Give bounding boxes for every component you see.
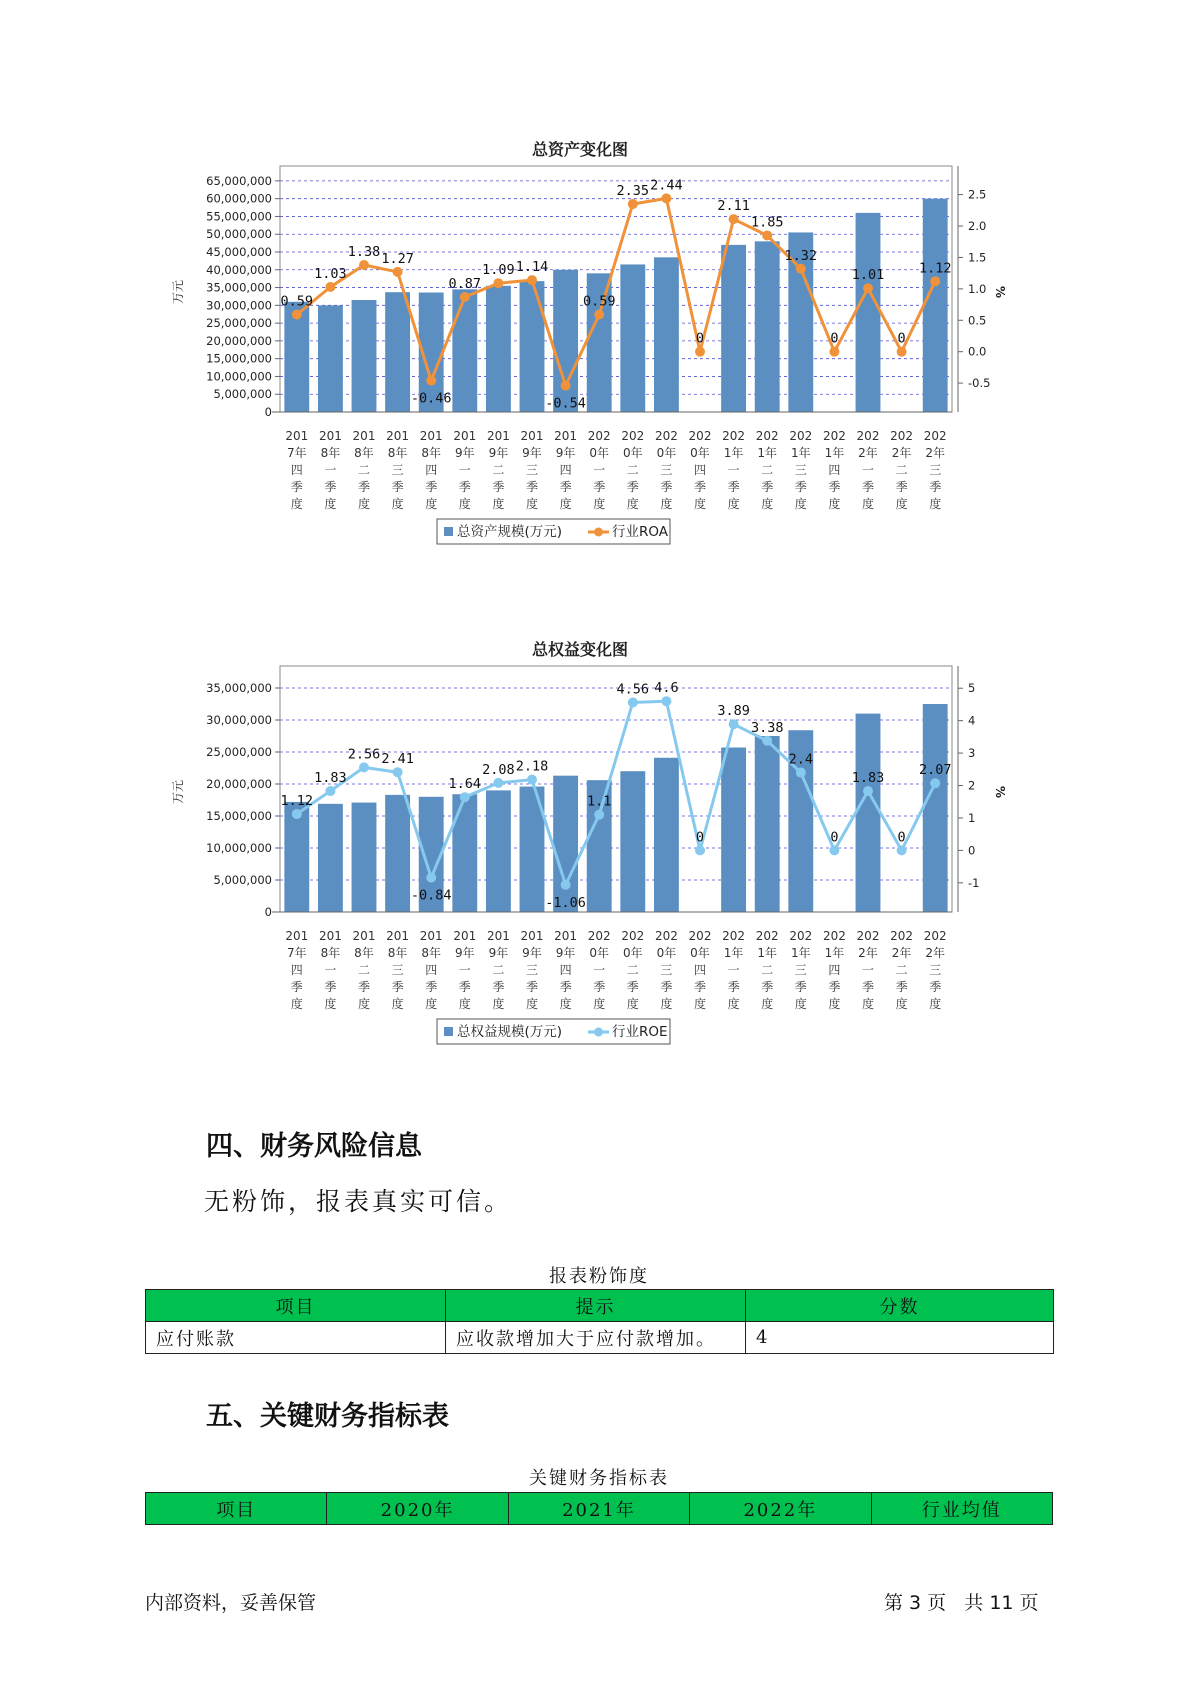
legend-bar-swatch <box>444 527 453 536</box>
line-point <box>325 282 335 292</box>
bar <box>553 776 578 912</box>
data-label: 2.07 <box>918 762 952 779</box>
right-tick-label: 1.0 <box>968 281 987 296</box>
left-tick-label: 30,000,000 <box>206 713 272 727</box>
total-equity-chart <box>160 630 1007 1090</box>
right-tick-label: 0 <box>968 843 976 858</box>
bar <box>352 803 377 912</box>
x-tick-label: 202 1年四季度 <box>822 429 846 511</box>
header-cell: 行业均值 <box>871 1493 1052 1525</box>
x-tick-label: 201 9年三季度 <box>520 429 544 511</box>
right-tick-label: 0.5 <box>968 313 987 328</box>
section-heading-key-indicators: 五、关键财务指标表 <box>206 1401 449 1432</box>
table-caption-key-indicators: 关键财务指标表 <box>529 1468 669 1489</box>
bar <box>755 241 780 412</box>
left-tick-label: 15,000,000 <box>206 351 272 366</box>
x-tick-label: 202 1年一季度 <box>722 429 746 511</box>
table-header-row <box>146 1290 1054 1322</box>
section-heading-financial-risk: 四、财务风险信息 <box>206 1131 422 1162</box>
left-tick-label: 55,000,000 <box>206 209 272 224</box>
x-tick-label: 202 2年三季度 <box>923 929 947 1011</box>
data-label: 0 <box>897 330 906 347</box>
legend-line-marker <box>594 528 603 537</box>
window-dressing-table <box>145 1289 1054 1354</box>
right-tick-label: -1 <box>968 875 980 890</box>
left-tick-label: 65,000,000 <box>206 173 272 188</box>
financial-risk-text: 无粉饰，报表真实可信。 <box>204 1187 513 1216</box>
x-tick-label: 202 0年一季度 <box>587 929 611 1011</box>
x-tick-label: 201 8年三季度 <box>386 929 410 1011</box>
left-tick-label: 0 <box>264 905 272 919</box>
line-point <box>829 347 839 357</box>
left-tick-label: 20,000,000 <box>206 333 272 348</box>
left-tick-label: 35,000,000 <box>206 681 272 695</box>
bar <box>352 300 377 412</box>
data-label: 0 <box>897 829 906 846</box>
left-tick-label: 50,000,000 <box>206 227 272 242</box>
data-label: 2.08 <box>482 761 515 778</box>
left-tick-label: 10,000,000 <box>206 369 272 384</box>
bar <box>452 289 477 412</box>
line-point <box>561 880 571 890</box>
line-point <box>695 845 705 855</box>
table-cell: 应收款增加大于应付款增加。 <box>446 1322 746 1354</box>
line-point <box>359 260 369 270</box>
legend-bar-label: 总权益规模(万元) <box>457 1024 563 1040</box>
line-point <box>729 214 739 224</box>
bar <box>620 264 645 412</box>
right-tick-label: 3 <box>968 746 976 761</box>
left-tick-label: 15,000,000 <box>206 809 272 823</box>
right-tick-label: 2.5 <box>968 187 987 202</box>
x-tick-label: 202 2年一季度 <box>856 929 880 1011</box>
footer-page-number: 第 3 页 共 11 页 <box>884 1592 1039 1614</box>
bar <box>486 286 511 412</box>
data-label: 4.6 <box>654 680 679 697</box>
data-label: -0.54 <box>545 395 586 412</box>
right-tick-label: 1 <box>968 810 976 825</box>
left-tick-label: 20,000,000 <box>206 777 272 791</box>
line-point <box>897 845 907 855</box>
header-cell: 提示 <box>446 1290 746 1322</box>
line-point <box>829 845 839 855</box>
line-point <box>762 736 772 746</box>
x-tick-label: 201 9年四季度 <box>554 429 578 511</box>
x-tick-label: 202 0年二季度 <box>621 429 645 511</box>
line-point <box>729 719 739 729</box>
x-tick-label: 202 0年四季度 <box>688 929 712 1011</box>
data-label: 3.89 <box>717 703 750 720</box>
line-point <box>493 278 503 288</box>
line-point <box>359 762 369 772</box>
line-point <box>527 275 537 285</box>
data-label: 0 <box>695 330 705 347</box>
data-label: 4.56 <box>616 681 650 698</box>
key-indicators-table <box>145 1492 1053 1525</box>
x-tick-label: 202 2年一季度 <box>856 429 880 511</box>
line-point <box>628 697 638 707</box>
left-tick-label: 30,000,000 <box>206 298 272 313</box>
line-point <box>527 775 537 785</box>
line-point <box>426 873 436 883</box>
data-label: -1.06 <box>545 894 586 911</box>
left-tick-label: 5,000,000 <box>213 873 272 887</box>
bar <box>923 704 948 912</box>
right-tick-label: 1.5 <box>968 250 987 265</box>
right-axis-label: % <box>993 285 1007 299</box>
data-label: 1.27 <box>381 250 414 267</box>
data-label: 1.1 <box>587 793 612 810</box>
bar <box>755 736 780 912</box>
x-tick-label: 202 1年四季度 <box>822 929 846 1011</box>
x-tick-label: 201 8年二季度 <box>352 929 376 1011</box>
bar <box>923 199 948 412</box>
total-assets-chart <box>160 130 1007 590</box>
right-tick-label: 0.0 <box>968 344 987 359</box>
x-tick-label: 201 8年四季度 <box>419 929 443 1011</box>
right-tick-label: 4 <box>968 713 976 728</box>
data-label: 1.85 <box>750 214 784 231</box>
left-tick-label: 60,000,000 <box>206 191 272 206</box>
data-label: 2.4 <box>788 751 813 768</box>
left-tick-label: 25,000,000 <box>206 745 272 759</box>
chart-title: 总资产变化图 <box>531 140 629 159</box>
data-label: 1.12 <box>918 260 952 277</box>
data-label: 0 <box>830 829 839 846</box>
data-label: 1.12 <box>280 793 314 810</box>
line-point <box>628 199 638 209</box>
x-tick-label: 201 8年四季度 <box>419 429 443 511</box>
line-point <box>930 778 940 788</box>
bar <box>318 305 343 412</box>
legend-line-marker <box>594 1028 603 1037</box>
line-point <box>561 381 571 391</box>
bar <box>486 790 511 912</box>
left-tick-label: 40,000,000 <box>206 262 272 277</box>
line-point <box>796 264 806 274</box>
data-label: 1.83 <box>851 770 885 787</box>
x-tick-label: 202 2年二季度 <box>890 929 914 1011</box>
x-tick-label: 201 7年四季度 <box>285 429 309 511</box>
data-label: 1.83 <box>314 770 347 787</box>
x-tick-label: 201 8年一季度 <box>318 429 342 511</box>
data-label: 1.14 <box>515 259 549 276</box>
table-cell: 应付账款 <box>146 1322 446 1354</box>
left-tick-label: 45,000,000 <box>206 245 272 259</box>
left-tick-label: 5,000,000 <box>213 387 272 402</box>
x-tick-label: 202 0年三季度 <box>654 429 678 511</box>
x-tick-label: 202 0年二季度 <box>621 929 645 1011</box>
data-label: 2.18 <box>515 758 549 775</box>
x-tick-label: 201 7年四季度 <box>285 929 309 1011</box>
footer-confidential-note: 内部资料，妥善保管 <box>145 1592 317 1614</box>
right-axis-label: % <box>993 785 1007 799</box>
data-label: 1.03 <box>314 265 347 282</box>
data-label: 0.87 <box>448 276 482 293</box>
bar <box>452 794 477 912</box>
x-tick-label: 201 8年二季度 <box>352 429 376 511</box>
data-label: 2.35 <box>616 183 650 200</box>
data-label: 3.38 <box>750 719 784 736</box>
line-point <box>393 267 403 277</box>
data-label: 1.38 <box>347 243 381 260</box>
bar <box>385 292 410 412</box>
bar <box>654 758 679 912</box>
right-tick-label: -0.5 <box>968 376 991 391</box>
data-label: 1.01 <box>851 267 885 284</box>
bar <box>318 804 343 912</box>
data-label: 1.32 <box>784 247 818 264</box>
line-point <box>897 347 907 357</box>
left-tick-label: 25,000,000 <box>206 316 272 331</box>
line-point <box>863 283 873 293</box>
x-tick-label: 201 8年一季度 <box>318 929 342 1011</box>
plot-frame <box>280 666 952 912</box>
x-tick-label: 201 8年三季度 <box>386 429 410 511</box>
data-label: -0.84 <box>410 887 452 904</box>
legend-bar-swatch <box>444 1027 453 1036</box>
x-tick-label: 201 9年一季度 <box>453 929 477 1011</box>
x-tick-label: 201 9年一季度 <box>453 429 477 511</box>
line-point <box>930 276 940 286</box>
table-row <box>146 1322 1054 1354</box>
header-cell: 项目 <box>146 1290 446 1322</box>
x-tick-label: 202 2年三季度 <box>923 429 947 511</box>
bar <box>856 213 881 412</box>
left-tick-label: 35,000,000 <box>206 280 272 295</box>
x-tick-label: 202 2年二季度 <box>890 429 914 511</box>
x-tick-label: 202 0年一季度 <box>587 429 611 511</box>
legend-bar-label: 总资产规模(万元) <box>457 524 563 540</box>
line-point <box>325 786 335 796</box>
header-cell: 2021年 <box>508 1493 689 1525</box>
line-point <box>796 768 806 778</box>
line-point <box>292 310 302 320</box>
header-cell: 分数 <box>746 1290 1054 1322</box>
data-label: 2.11 <box>717 198 750 215</box>
bar <box>385 795 410 912</box>
line-point <box>460 292 470 302</box>
x-tick-label: 202 1年三季度 <box>789 429 813 511</box>
header-cell: 项目 <box>146 1493 327 1525</box>
bar <box>553 270 578 412</box>
bar <box>721 245 746 412</box>
bar <box>721 748 746 912</box>
x-tick-label: 201 9年三季度 <box>520 929 544 1011</box>
plot-frame <box>280 166 952 412</box>
data-label: 2.56 <box>347 746 381 763</box>
bar <box>620 771 645 912</box>
line-point <box>426 376 436 386</box>
line-point <box>493 778 503 788</box>
data-label: 0.59 <box>582 293 616 310</box>
x-tick-label: 201 9年二季度 <box>486 429 510 511</box>
data-label: 2.44 <box>650 177 683 194</box>
line-point <box>460 792 470 802</box>
bar <box>654 257 679 412</box>
data-label: 0.59 <box>280 293 314 310</box>
x-tick-label: 202 1年二季度 <box>755 429 779 511</box>
x-tick-label: 202 1年二季度 <box>755 929 779 1011</box>
x-tick-label: 202 1年三季度 <box>789 929 813 1011</box>
table-caption-window-dressing: 报表粉饰度 <box>549 1266 649 1287</box>
header-cell: 2022年 <box>690 1493 871 1525</box>
table-cell: 4 <box>746 1322 1054 1354</box>
line-point <box>292 809 302 819</box>
line-point <box>393 767 403 777</box>
line-point <box>594 810 604 820</box>
data-label: 0 <box>695 829 705 846</box>
x-tick-label: 201 9年二季度 <box>486 929 510 1011</box>
x-tick-label: 201 9年四季度 <box>554 929 578 1011</box>
table-header-row <box>146 1493 1053 1525</box>
line-point <box>661 696 671 706</box>
x-tick-label: 202 1年一季度 <box>722 929 746 1011</box>
line-point <box>762 230 772 240</box>
x-tick-label: 202 0年四季度 <box>688 429 712 511</box>
left-tick-label: 10,000,000 <box>206 841 272 855</box>
left-axis-label: 万元 <box>171 279 185 305</box>
header-cell: 2020年 <box>327 1493 508 1525</box>
right-tick-label: 2 <box>968 778 976 793</box>
line-point <box>594 310 604 320</box>
chart-title: 总权益变化图 <box>531 640 629 659</box>
right-tick-label: 2.0 <box>968 219 987 234</box>
left-axis-label: 万元 <box>171 779 185 805</box>
bar <box>856 714 881 912</box>
line-point <box>863 786 873 796</box>
data-label: 0 <box>830 330 839 347</box>
left-tick-label: 0 <box>264 405 272 419</box>
legend-line-label: 行业ROE <box>612 1024 668 1040</box>
line-point <box>661 193 671 203</box>
right-tick-label: 5 <box>968 681 976 696</box>
data-label: 1.09 <box>482 262 515 279</box>
data-label: 1.64 <box>448 776 482 793</box>
data-label: 2.41 <box>381 751 414 768</box>
data-label: -0.46 <box>410 390 452 407</box>
legend-line-label: 行业ROA <box>612 524 669 540</box>
x-tick-label: 202 0年三季度 <box>654 929 678 1011</box>
line-point <box>695 347 705 357</box>
bar <box>520 281 545 412</box>
